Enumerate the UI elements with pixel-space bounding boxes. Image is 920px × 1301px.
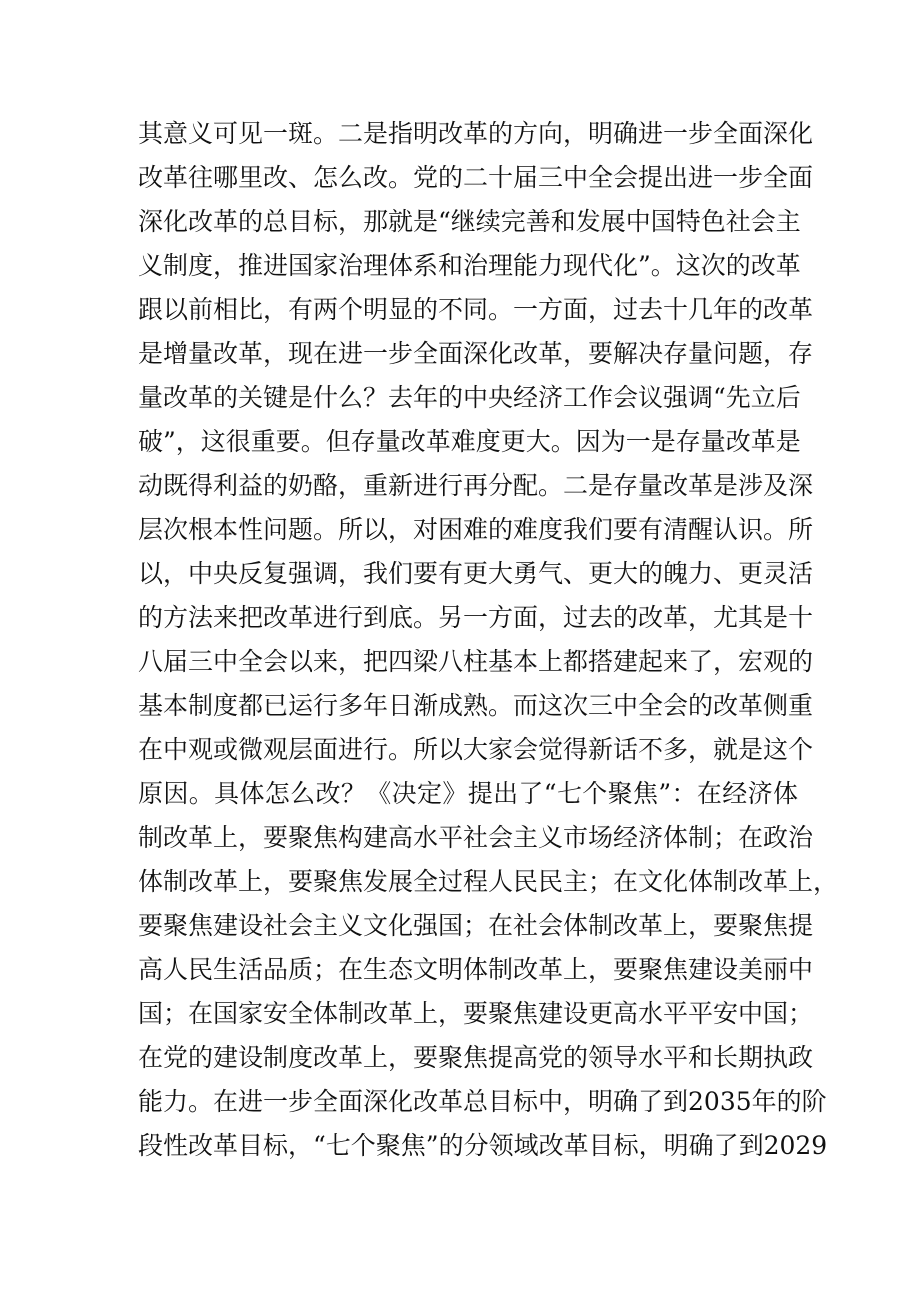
- text-line-4: 义制度，推进国家治理体系和治理能力现代化”。这次的改革: [138, 251, 801, 280]
- text-line-8: 破”，这很重要。但存量改革难度更大。因为一是存量改革是: [138, 427, 801, 456]
- text-line-12: 的方法来把改革进行到底。另一方面，过去的改革，尤其是十: [138, 603, 814, 632]
- body-paragraph: [138, 112, 839, 1168]
- text-line-5: 跟以前相比，有两个明显的不同。一方面，过去十几年的改革: [138, 295, 814, 324]
- text-line-7: 量改革的关键是什么？去年的中央经济工作会议强调“先立后: [138, 383, 801, 412]
- text-line-19: 要聚焦建设社会主义文化强国；在社会体制改革上，要聚焦提: [138, 911, 814, 940]
- text-line-2: 改革往哪里改、怎么改。党的二十届三中全会提出进一步全面: [138, 163, 814, 192]
- text-line-11: 以，中央反复强调，我们要有更大勇气、更大的魄力、更灵活: [138, 559, 814, 588]
- text-line-17: 制改革上，要聚焦构建高水平社会主义市场经济体制；在政治: [138, 823, 814, 852]
- text-line-1: 其意义可见一斑。二是指明改革的方向，明确进一步全面深化: [138, 119, 814, 148]
- text-line-21: 国；在国家安全体制改革上，要聚焦建设更高水平平安中国；: [138, 999, 814, 1028]
- text-line-18: 体制改革上，要聚焦发展全过程人民民主；在文化体制改革上，: [138, 867, 839, 896]
- text-line-6: 是增量改革，现在进一步全面深化改革，要解决存量问题，存: [138, 339, 814, 368]
- text-line-24: 段性改革目标，“七个聚焦”的分领域改革目标，明确了到2029: [138, 1131, 828, 1160]
- text-line-20: 高人民生活品质；在生态文明体制改革上，要聚焦建设美丽中: [138, 955, 814, 984]
- text-line-9: 动既得利益的奶酪，重新进行再分配。二是存量改革是涉及深: [138, 471, 814, 500]
- text-line-22: 在党的建设制度改革上，要聚焦提高党的领导水平和长期执政: [138, 1043, 814, 1072]
- text-line-15: 在中观或微观层面进行。所以大家会觉得新话不多，就是这个: [138, 735, 814, 764]
- text-line-14: 基本制度都已运行多年日渐成熟。而这次三中全会的改革侧重: [138, 691, 814, 720]
- text-line-10: 层次根本性问题。所以，对困难的难度我们要有清醒认识。所: [138, 515, 814, 544]
- text-line-3: 深化改革的总目标，那就是“继续完善和发展中国特色社会主: [138, 207, 801, 236]
- text-line-23: 能力。在进一步全面深化改革总目标中，明确了到2035年的阶: [138, 1087, 827, 1116]
- text-line-13: 八届三中全会以来，把四梁八柱基本上都搭建起来了，宏观的: [138, 647, 814, 676]
- text-line-16: 原因。具体怎么改？《决定》提出了“七个聚焦”：在经济体: [138, 779, 798, 808]
